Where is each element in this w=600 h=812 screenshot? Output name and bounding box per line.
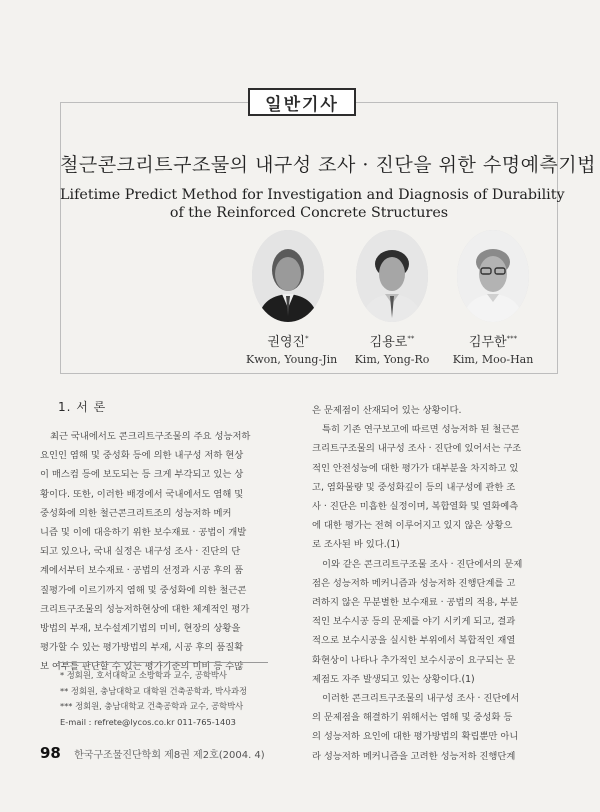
author-name-ko: 권영진* xyxy=(267,334,309,350)
text-line: 사 · 진단은 미흡한 실정이며, 복합열화 및 열화예측 xyxy=(312,501,519,513)
author-name-en: Kim, Moo-Han xyxy=(452,353,534,366)
footnote-divider xyxy=(58,662,268,663)
text-line: 점은 성능저하 메커니즘과 성능저하 진행단계를 고 xyxy=(312,577,516,589)
text-line: 적으로 보수시공을 실시한 부위에서 복합적인 재열 xyxy=(312,635,516,647)
body-paragraph-left xyxy=(40,427,288,677)
author-name-en: Kwon, Young-Jin xyxy=(246,353,338,366)
text-line: 적인 안전성능에 대한 평가가 대부분을 차지하고 있 xyxy=(312,462,519,474)
text-line: 되고 있으나, 국내 실정은 내구성 조사 · 진단의 단 xyxy=(40,546,241,558)
text-line: 평가할 수 있는 평가방법의 부재, 시공 후의 품질확 xyxy=(40,642,244,654)
text-line: 고, 염화물량 및 중성화깊이 등의 내구성에 관한 조 xyxy=(312,481,516,493)
section-tag: 일반기사 xyxy=(248,88,356,116)
text-line: 의 성능저하 요인에 대한 평가방법의 확립뿐만 아니 xyxy=(312,731,519,743)
footnotes xyxy=(60,668,300,730)
text-line: 크리트구조물의 성능저하현상에 대한 체계적인 평가 xyxy=(40,603,250,615)
author-1 xyxy=(246,230,338,366)
text-line: 크리트구조물의 내구성 조사 · 진단에 있어서는 구조 xyxy=(312,443,522,455)
text-line: 이와 같은 콘크리트구조물 조사 · 진단에서의 문제 xyxy=(322,558,523,570)
text-line: 은 문제점이 산재되어 있는 상황이다. xyxy=(312,405,462,416)
title-english-line1: Lifetime Predict Method for Investigation and Diagnosis of Durability xyxy=(60,187,565,203)
section-heading: 1. 서 론 xyxy=(58,400,107,414)
text-line: 로 조사된 바 있다.(1) xyxy=(312,539,400,551)
body-paragraph-right xyxy=(312,401,560,766)
author-name-ko: 김무한*** xyxy=(468,334,518,350)
author-photo xyxy=(252,230,324,322)
text-line: 질평가에 이르기까지 염해 및 중성화에 의한 철근콘 xyxy=(40,584,247,596)
journal-citation: 한국구조물진단학회 제8권 제2호(2004. 4) xyxy=(74,750,265,761)
footnote: *** 정회원, 충남대학교 건축공학과 교수, 공학박사 xyxy=(60,701,244,712)
text-line: 적인 보수시공 등의 문제를 야기 시키게 되고, 결과 xyxy=(312,616,516,628)
text-line: 황이다. 또한, 이러한 배경에서 국내에서도 염해 및 xyxy=(40,488,244,500)
author-3 xyxy=(448,230,538,366)
text-line: 요인인 염해 및 중성화 등에 의한 내구성 저하 현상 xyxy=(40,450,244,462)
title-english-line2: of the Reinforced Concrete Structures xyxy=(169,205,449,221)
text-line: 라 성능저하 메커니즘을 고려한 성능저하 진행단계 xyxy=(312,750,516,762)
page-footer xyxy=(40,744,560,762)
author-photo xyxy=(457,230,529,322)
text-line: 최근 국내에서도 콘크리트구조물의 주요 성능저하 xyxy=(50,431,251,442)
left-column xyxy=(40,398,288,677)
author-name-ko: 김용로** xyxy=(369,334,415,350)
author-photo xyxy=(356,230,428,322)
text-line: 화현상이 나타나 추가적인 보수시공이 요구되는 문 xyxy=(312,654,516,666)
right-column xyxy=(312,401,560,766)
text-line: 의 문제점을 해결하기 위해서는 염해 및 중성화 등 xyxy=(312,712,513,724)
footnote: ** 정회원, 충남대학교 대학원 건축공학과, 박사과정 xyxy=(60,685,248,696)
text-line: 계에서부터 보수재료 · 공법의 선정과 시공 후의 품 xyxy=(40,565,244,577)
text-line: 제점도 자주 발생되고 있는 상황이다.(1) xyxy=(312,673,475,685)
footnote: * 정회원, 호서대학교 소방학과 교수, 공학박사 xyxy=(60,670,227,680)
text-line: 중성화에 의한 철근콘크리트조의 성능저하 메커 xyxy=(40,507,232,519)
text-line: 보 여부를 판단할 수 있는 평가기준의 미비 등 수많 xyxy=(40,661,244,673)
page-number: 98 xyxy=(40,744,61,762)
text-line: 에 대한 평가는 전혀 이루어지고 있지 않은 상황으 xyxy=(312,520,513,532)
text-line: 방법의 부재, 보수설계기법의 미비, 현장의 상황을 xyxy=(40,623,241,635)
title-english xyxy=(60,186,565,222)
text-line: 려하지 않은 무분별한 보수재료 · 공법의 적용, 부분 xyxy=(312,597,519,609)
author-2 xyxy=(350,230,434,366)
text-line: 이 매스컴 등에 보도되는 등 크게 부각되고 있는 상 xyxy=(40,469,244,481)
text-line: 특히 기존 연구보고에 따르면 성능저하 된 철근콘 xyxy=(322,424,520,436)
footnote: E-mail : refrete@lycos.co.kr 011-765-1403 xyxy=(60,716,236,727)
text-line: 이러한 콘크리트구조물의 내구성 조사 · 진단에서 xyxy=(322,693,520,705)
author-name-en: Kim, Yong-Ro xyxy=(354,353,430,366)
text-line: 니즘 및 이에 대응하기 위한 보수재료 · 공법이 개발 xyxy=(40,527,247,539)
title-korean: 철근콘크리트구조물의 내구성 조사 · 진단을 위한 수명예측기법 xyxy=(60,154,596,176)
